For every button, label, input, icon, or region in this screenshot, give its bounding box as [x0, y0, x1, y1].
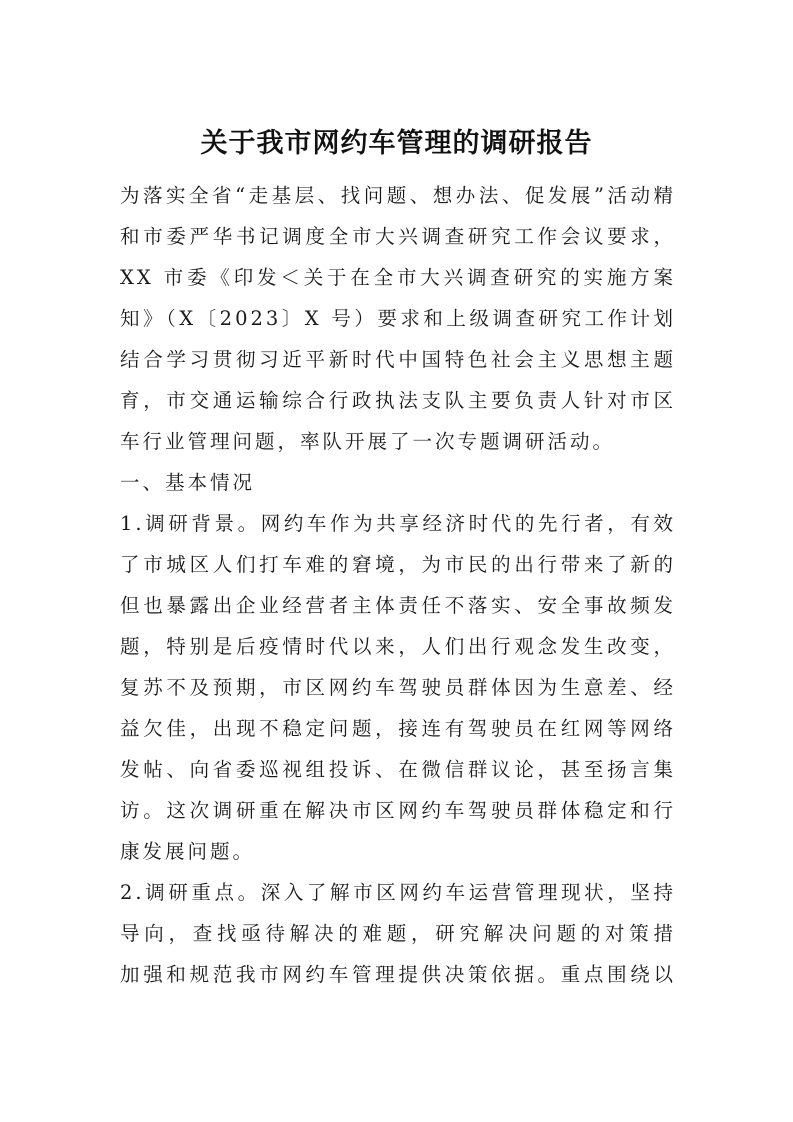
- text-line: XX 市委《印发＜关于在全市大兴调查研究的实施方案: [120, 266, 676, 289]
- text-line: 和市委严华书记调度全市大兴调查研究工作会议要求，: [120, 225, 676, 248]
- text-line: 知》（X〔2023〕X 号）要求和上级调查研究工作计划: [120, 307, 676, 330]
- text-line: 导向，查找亟待解决的难题，研究解决问题的对策措: [120, 922, 676, 945]
- text-line: 育，市交通运输综合行政执法支队主要负责人针对市区: [120, 389, 676, 412]
- text-line: 结合学习贯彻习近平新时代中国特色社会主义思想主题: [120, 348, 676, 371]
- text-line: 但也暴露出企业经营者主体责任不落实、安全事故频发: [120, 594, 676, 617]
- text-line: 加强和规范我市网约车管理提供决策依据。重点围绕以: [120, 963, 676, 986]
- text-line: 发帖、向省委巡视组投诉、在微信群议论，甚至扬言集: [120, 758, 676, 781]
- text-line: 复苏不及预期，市区网约车驾驶员群体因为生意差、经: [120, 676, 676, 699]
- text-line: 车行业管理问题，率队开展了一次专题调研活动。: [120, 430, 616, 453]
- text-line: 2.调研重点。深入了解市区网约车运营管理现状，坚持: [120, 881, 676, 904]
- text-line: 为落实全省“走基层、找问题、想办法、促发展”活动精: [120, 184, 676, 207]
- text-line: 1.调研背景。网约车作为共享经济时代的先行者，有效: [120, 512, 676, 535]
- document-title: 关于我市网约车管理的调研报告: [200, 128, 593, 159]
- document-body: [120, 175, 676, 995]
- text-line: 访。这次调研重在解决市区网约车驾驶员群体稳定和行: [120, 799, 676, 822]
- section-heading: 一、基本情况: [120, 471, 256, 494]
- text-line: 益欠佳，出现不稳定问题，接连有驾驶员在红网等网络: [120, 717, 676, 740]
- text-line: 了市城区人们打车难的窘境，为市民的出行带来了新的: [120, 553, 676, 576]
- text-line: 康发展问题。: [120, 840, 256, 863]
- text-line: 题，特别是后疫情时代以来，人们出行观念发生改变，: [120, 635, 676, 658]
